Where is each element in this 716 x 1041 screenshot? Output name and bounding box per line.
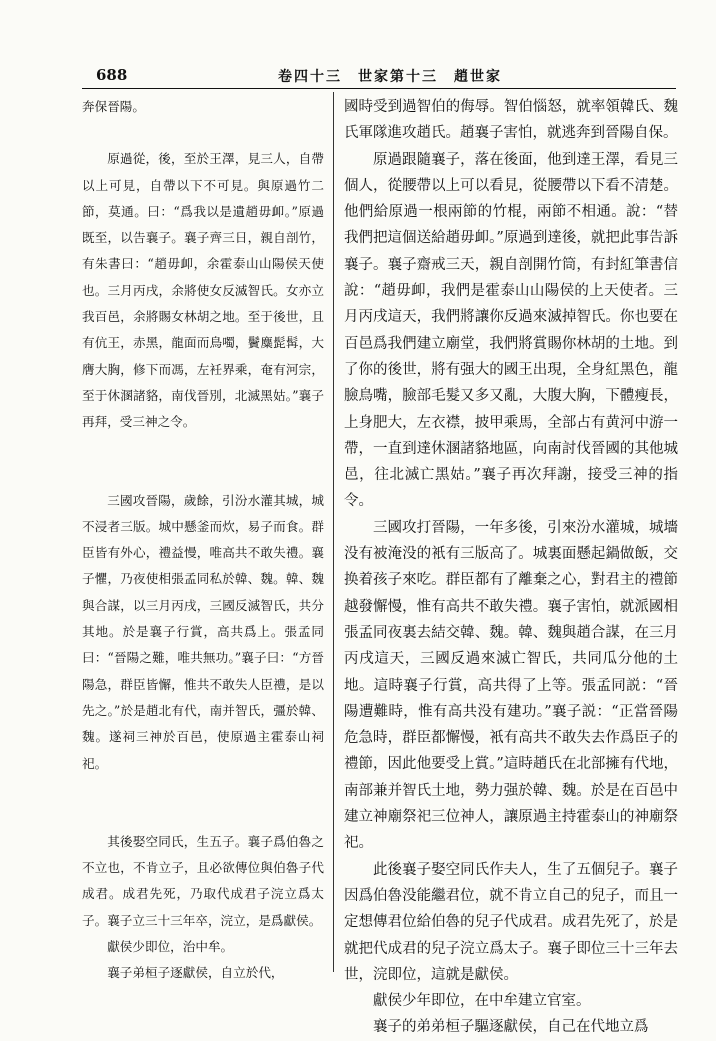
original-paragraph: 原過從，後，至於王澤，見三人，自帶以上可見，自帶以下不可見。與原過竹二節，莫通。曰：“爲我以是遺趙毋卹。”原過既至，以告襄子。襄子齊三日，親自剖竹，有朱書曰：“趙毋卹，余霍泰山山陽侯天使也。三月丙戌，余將使女反滅智氏。女亦立我百邑，余將賜女林胡之地。至于後世，且有伉王，赤黑，龍面而鳥噣，鬢麋髭髯，大膺大胸，修下而馮，左衽界乘，奄有河宗，至于休溷諸貉，南伐晉別，北滅黑姑。”襄子再拜，受三神之令。 bbox=[82, 151, 324, 430]
translation-paragraph: 襄子的弟弟桓子驅逐獻侯，自己在代地立爲 bbox=[373, 1019, 649, 1036]
translation-paragraph: 獻侯少年即位，在中牟建立官室。 bbox=[373, 993, 591, 1010]
paragraph-gap bbox=[82, 120, 324, 146]
translation-column bbox=[344, 94, 678, 1041]
translation-paragraph: 三國攻打晉陽，一年多後，引來汾水灌城，城墻没有被淹没的衹有三版高了。城裏面懸起鍋做飯，交换着孩子來吃。群臣都有了離棄之心，對君主的禮節越發懈慢，惟有高共不敢失禮。襄子害怕，就派國相張孟同夜裏去結交韓、魏。韓、魏與趙合謀，在三月丙戌這天，三國反過來滅亡智氏，共同瓜分他的土地。這時襄子行賞，高共得了上等。張孟同説：“晉陽遭難時，惟有高共没有建功。”襄子説：“正當晉陽危急時，群臣都懈慢，衹有高共不敢失去作爲臣子的禮節，因此他要受上賞。”這時趙氏在北部擁有代地，南部兼并智氏土地，勢力强於韓、魏。於是在百邑中建立神廟祭祀三位神人，讓原過主持霍泰山的神廟祭祀。 bbox=[344, 519, 678, 852]
paragraph-gap bbox=[82, 777, 324, 803]
column-divider bbox=[333, 92, 334, 972]
paragraph-gap bbox=[82, 436, 324, 462]
translation-paragraph: 國時受到過智伯的侮辱。智伯惱怒，就率領韓氏、魏氏軍隊進攻趙氏。趙襄子害怕，就逃奔到晉陽自保。 bbox=[344, 99, 678, 142]
paragraph-gap bbox=[82, 462, 324, 488]
header-rule bbox=[82, 88, 676, 89]
original-text-column bbox=[82, 94, 324, 987]
paragraph-gap bbox=[82, 803, 324, 829]
original-paragraph: 其後娶空同氏，生五子。襄子爲伯魯之不立也，不肯立子，且必欲傳位與伯魯子代成君。成君先死，乃取代成君子浣立爲太子。襄子立三十三年卒，浣立，是爲獻侯。 bbox=[82, 833, 324, 928]
translation-paragraph: 此後襄子娶空同氏作夫人，生了五個兒子。襄子因爲伯魯没能繼君位，就不肯立自己的兒子，而且一定想傳君位給伯魯的兒子代成君。成君先死了，於是就把代成君的兒子浣立爲太子。襄子即位三十三年去世，浣即位，這就是獻侯。 bbox=[344, 861, 678, 983]
translation-paragraph: 原過跟隨襄子，落在後面，他到達王澤，看見三個人，從腰帶以上可以看見，從腰帶以下看不清楚。他們給原過一根兩節的竹棍，兩節不相通。說：“替我們把這個送給趙毋卹。”原過到達後，就把此事告訴襄子。襄子齋戒三天，親自剖開竹筒，有封紅筆書信說：“趙毋卹，我們是霍泰山山陽侯的上天使者。三月丙戌這天，我們將讓你反過來滅掉智氏。你也要在百邑爲我們建立廟堂，我們將賞賜你林胡的土地。到了你的後世，將有强大的國王出現，全身紅黑色，龍臉鳥嘴，臉部毛髮又多又亂，大腹大胸，下體瘦長，上身肥大，左衣襟，披甲乘馬，全部占有黄河中游一帶，一直到達休溷諸貉地區，向南討伐晉國的其他城邑，往北滅亡黑姑。”襄子再次拜謝，接受三神的指令。 bbox=[344, 151, 678, 510]
original-paragraph: 獻侯少即位，治中牟。 bbox=[107, 939, 234, 955]
original-paragraph: 三國攻晉陽，歲餘，引汾水灌其城，城不浸者三版。城中懸釜而炊，易子而食。群臣皆有外心，禮益慢，唯高共不敢失禮。襄子懼，乃夜使相張孟同私於韓、魏。韓、魏與合謀，以三月丙戌，三國反滅智氏，共分其地。於是襄子行賞，高共爲上。張孟同曰：“晉陽之難，唯共無功。”襄子曰：“方晉陽急，群臣皆懈，惟共不敢失人臣禮，是以先之。”於是趙北有代，南并智氏，彊於韓、魏。遂祠三神於百邑，使原過主霍泰山祠祀。 bbox=[82, 492, 324, 771]
running-head: 卷四十三 世家第十三 趙世家 bbox=[278, 69, 502, 85]
original-paragraph: 襄子弟桓子逐獻侯，自立於代， bbox=[107, 965, 284, 981]
page-number: 688 bbox=[96, 66, 128, 84]
original-paragraph: 奔保晉陽。 bbox=[82, 99, 145, 114]
